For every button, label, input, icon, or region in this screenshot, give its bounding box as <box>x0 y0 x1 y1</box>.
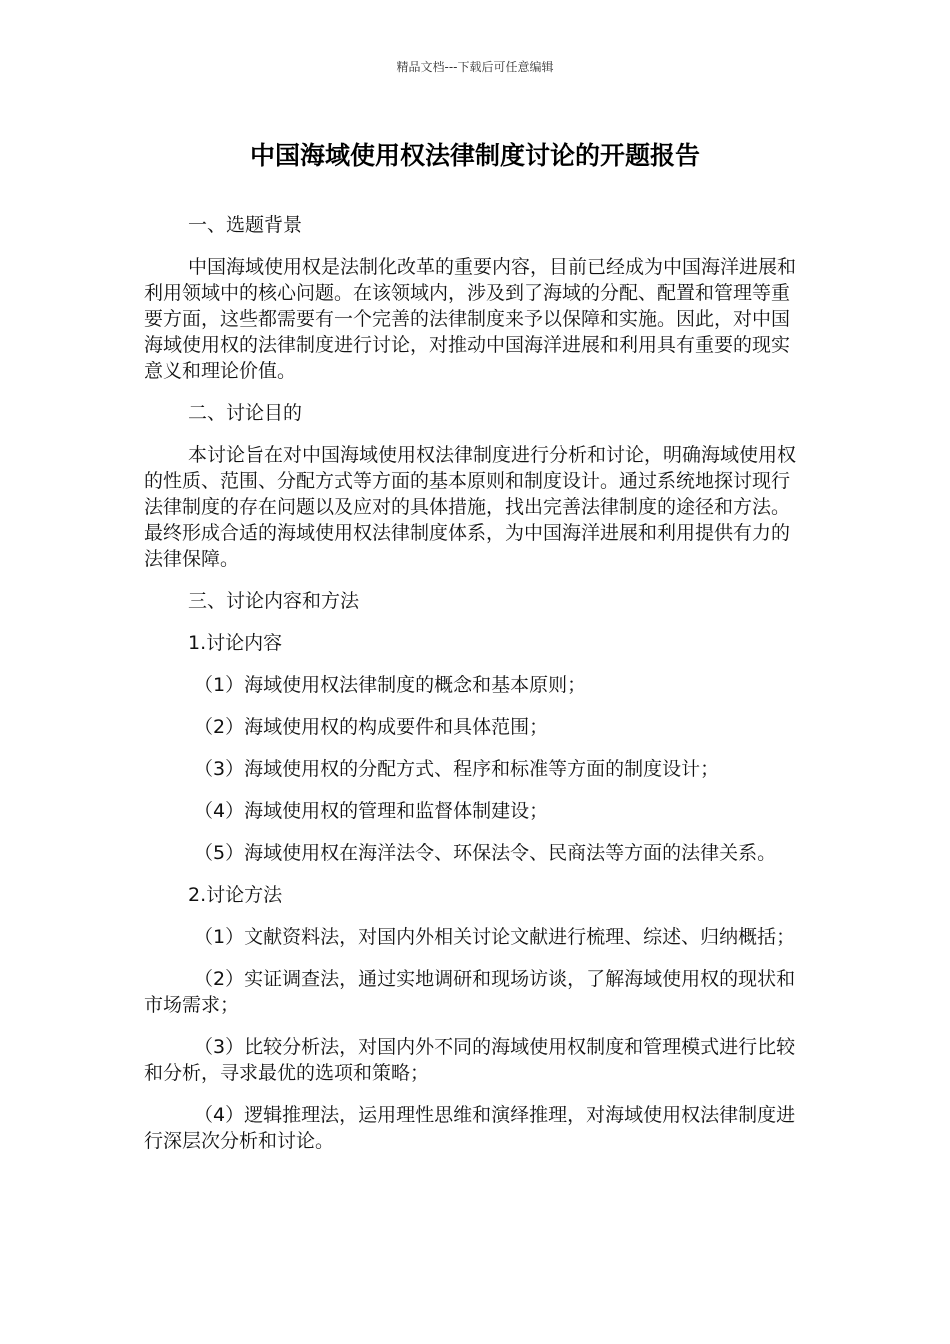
method-item: （1）文献资料法，对国内外相关讨论文献进行梳理、综述、归纳概括； <box>194 926 796 948</box>
method-item: （2）实证调查法，通过实地调研和现场访谈，了解海域使用权的现状和市场需求； <box>144 968 796 1016</box>
content-item: （3）海域使用权的分配方式、程序和标准等方面的制度设计； <box>194 758 720 780</box>
header-note: 精品文档---下载后可任意编辑 <box>396 60 554 74</box>
method-item: （3）比较分析法，对国内外不同的海域使用权制度和管理模式进行比较和分析，寻求最优的选项和策略； <box>144 1036 796 1084</box>
subheading-method: 2.讨论方法 <box>188 884 283 906</box>
document-title: 中国海域使用权法律制度讨论的开题报告 <box>249 141 700 170</box>
content-item: （5）海域使用权在海洋法令、环保法令、民商法等方面的法律关系。 <box>194 842 777 864</box>
document-body <box>144 212 808 1154</box>
section-heading-purpose: 二、讨论目的 <box>188 402 303 424</box>
paragraph-purpose: 本讨论旨在对中国海域使用权法律制度进行分析和讨论，明确海域使用权的性质、范围、分配方式等方面的基本原则和制度设计。通过系统地探讨现行法律制度的存在问题以及应对的具体措施，找出完善法律制度的途径和方法。最终形成合适的海域使用权法律制度体系，为中国海洋进展和利用提供有力的法律保障。 <box>144 444 797 570</box>
content-item: （4）海域使用权的管理和监督体制建设； <box>194 800 549 822</box>
section-heading-content-method: 三、讨论内容和方法 <box>188 590 360 612</box>
subheading-content: 1.讨论内容 <box>188 632 283 654</box>
content-item: （2）海域使用权的构成要件和具体范围； <box>194 716 549 738</box>
content-item: （1）海域使用权法律制度的概念和基本原则； <box>194 674 587 696</box>
section-heading-background: 一、选题背景 <box>188 214 303 236</box>
paragraph-background: 中国海域使用权是法制化改革的重要内容，目前已经成为中国海洋进展和利用领域中的核心问题。在该领域内，涉及到了海域的分配、配置和管理等重要方面，这些都需要有一个完善的法律制度来予以保障和实施。因此，对中国海域使用权的法律制度进行讨论，对推动中国海洋进展和利用具有重要的现实意义和理论价值。 <box>144 256 797 382</box>
method-item: （4）逻辑推理法，运用理性思维和演绎推理，对海域使用权法律制度进行深层次分析和讨论。 <box>144 1104 796 1152</box>
